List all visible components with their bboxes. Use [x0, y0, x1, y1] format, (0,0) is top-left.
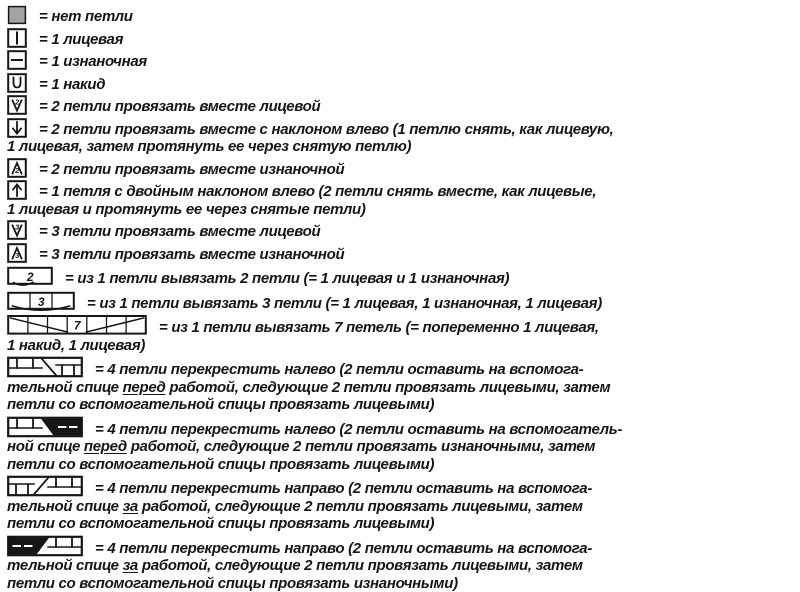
svg-text:7: 7: [73, 318, 81, 333]
legend-item-k2tog: [7, 95, 792, 116]
legend-text: тельной спице: [7, 557, 123, 574]
legend-text: работой, следующие 2 петли провязать лицевыми, затем: [165, 378, 611, 396]
legend-text: петли со вспомогательной спицы провязать лицевыми): [7, 396, 435, 413]
legend-item-inc-1-to-7: [7, 314, 792, 354]
legend-text: = 1 накид: [39, 75, 106, 93]
svg-text:2: 2: [26, 269, 34, 284]
p2tog-icon: [7, 158, 27, 178]
legend-text: = 4 петли перекрестить налево (2 петли оставить на вспомога-: [95, 361, 584, 378]
k2tog-icon: [7, 95, 27, 115]
legend-text: работой, следующие 2 петли провязать изнаночными, затем: [126, 438, 596, 455]
underlined-word: за: [122, 497, 138, 515]
legend-item-ssk: [7, 118, 792, 156]
cable-4-left-purl-icon: [7, 416, 83, 438]
underlined-word: перед: [83, 438, 127, 455]
cable-4-right-purl-icon: [7, 535, 83, 557]
svg-text:2: 2: [15, 97, 19, 107]
legend-text: 1 лицевая и протянуть ее через снятые петли): [7, 200, 366, 218]
legend-text: 1 накид, 1 лицевая): [7, 336, 146, 354]
yarn-over-icon: [7, 73, 27, 93]
knit-icon: [7, 28, 27, 48]
legend-text: = из 1 петли вывязать 2 петли (= 1 лицевая и 1 изнаночная): [65, 270, 510, 287]
legend-item-cable-4-left-purl: [7, 416, 792, 474]
legend-text: петли со вспомогательной спицы провязать изнаночными): [7, 574, 458, 592]
sk2p-icon: [7, 180, 27, 200]
legend-item-p3tog: [7, 243, 792, 264]
purl-icon: [7, 50, 27, 70]
legend-text: = из 1 петли вывязать 7 петель (= попеременно 1 лицевая,: [159, 319, 599, 336]
legend-text: работой, следующие 2 петли провязать лицевыми, затем: [137, 497, 583, 515]
underlined-word: за: [122, 557, 138, 574]
legend-text: = 1 лицевая: [39, 30, 124, 48]
legend-text: = из 1 петли вывязать 3 петли (= 1 лицевая, 1 изнаночная, 1 лицевая): [87, 294, 602, 312]
legend-item-purl: [7, 50, 792, 71]
legend-text: = 3 петли провязать вместе лицевой: [39, 223, 321, 240]
legend-item-no-stitch: [7, 5, 792, 26]
ssk-icon: [7, 118, 27, 138]
legend-item-yarn-over: [7, 73, 792, 94]
legend-text: = 4 петли перекрестить направо (2 петли оставить на вспомога-: [95, 539, 593, 557]
legend-item-knit: [7, 28, 792, 49]
legend-text: = 4 петли перекрестить налево (2 петли оставить на вспомогатель-: [95, 420, 623, 438]
svg-text:3: 3: [15, 222, 19, 232]
legend-text: тельной спице: [7, 378, 123, 396]
legend-text: = 3 петли провязать вместе изнаночной: [39, 245, 345, 263]
legend-text: петли со вспомогательной спицы провязать лицевыми): [7, 455, 435, 473]
legend-item-cable-4-right: [7, 475, 792, 533]
legend-item-k3tog: [7, 220, 792, 241]
legend-item-cable-4-left: [7, 356, 792, 414]
legend-item-sk2p: [7, 180, 792, 218]
legend-text: = 2 петли провязать вместе с наклоном влево (1 петлю снять, как лицевую,: [39, 120, 614, 138]
legend-item-inc-1-to-2: [7, 265, 792, 288]
legend-text: работой, следующие 2 петли провязать лицевыми, затем: [137, 557, 583, 574]
svg-text:3: 3: [15, 250, 19, 260]
legend-text: = 1 изнаночная: [39, 53, 147, 70]
p3tog-icon: [7, 243, 27, 263]
svg-text:2: 2: [15, 165, 19, 175]
legend-text: ной спице: [7, 438, 84, 455]
legend-text: петли со вспомогательной спицы провязать лицевыми): [7, 515, 435, 532]
legend-text: 1 лицевая, затем протянуть ее через снятую петлю): [7, 138, 412, 155]
legend-text: тельной спице: [7, 497, 123, 515]
legend-item-p2tog: [7, 158, 792, 179]
legend-item-cable-4-right-purl: [7, 535, 792, 592]
inc-1-to-7-icon: [7, 314, 147, 336]
legend-item-inc-1-to-3: [7, 290, 792, 313]
legend-text: = нет петли: [39, 8, 133, 25]
k3tog-icon: [7, 220, 27, 240]
legend-text: = 2 петли провязать вместе лицевой: [39, 98, 321, 115]
inc-1-to-2-icon: [7, 265, 53, 287]
legend-text: = 1 петля с двойным наклоном влево (2 петли снять вместе, как лицевые,: [39, 183, 597, 200]
underlined-word: перед: [122, 378, 166, 396]
legend-text: = 2 петли провязать вместе изнаночной: [39, 160, 345, 178]
no-stitch-icon: [7, 5, 27, 25]
legend-text: = 4 петли перекрестить направо (2 петли оставить на вспомога-: [95, 480, 593, 497]
cable-4-right-icon: [7, 475, 83, 497]
inc-1-to-3-icon: [7, 290, 75, 312]
cable-4-left-icon: [7, 356, 83, 378]
svg-text:3: 3: [37, 294, 45, 309]
